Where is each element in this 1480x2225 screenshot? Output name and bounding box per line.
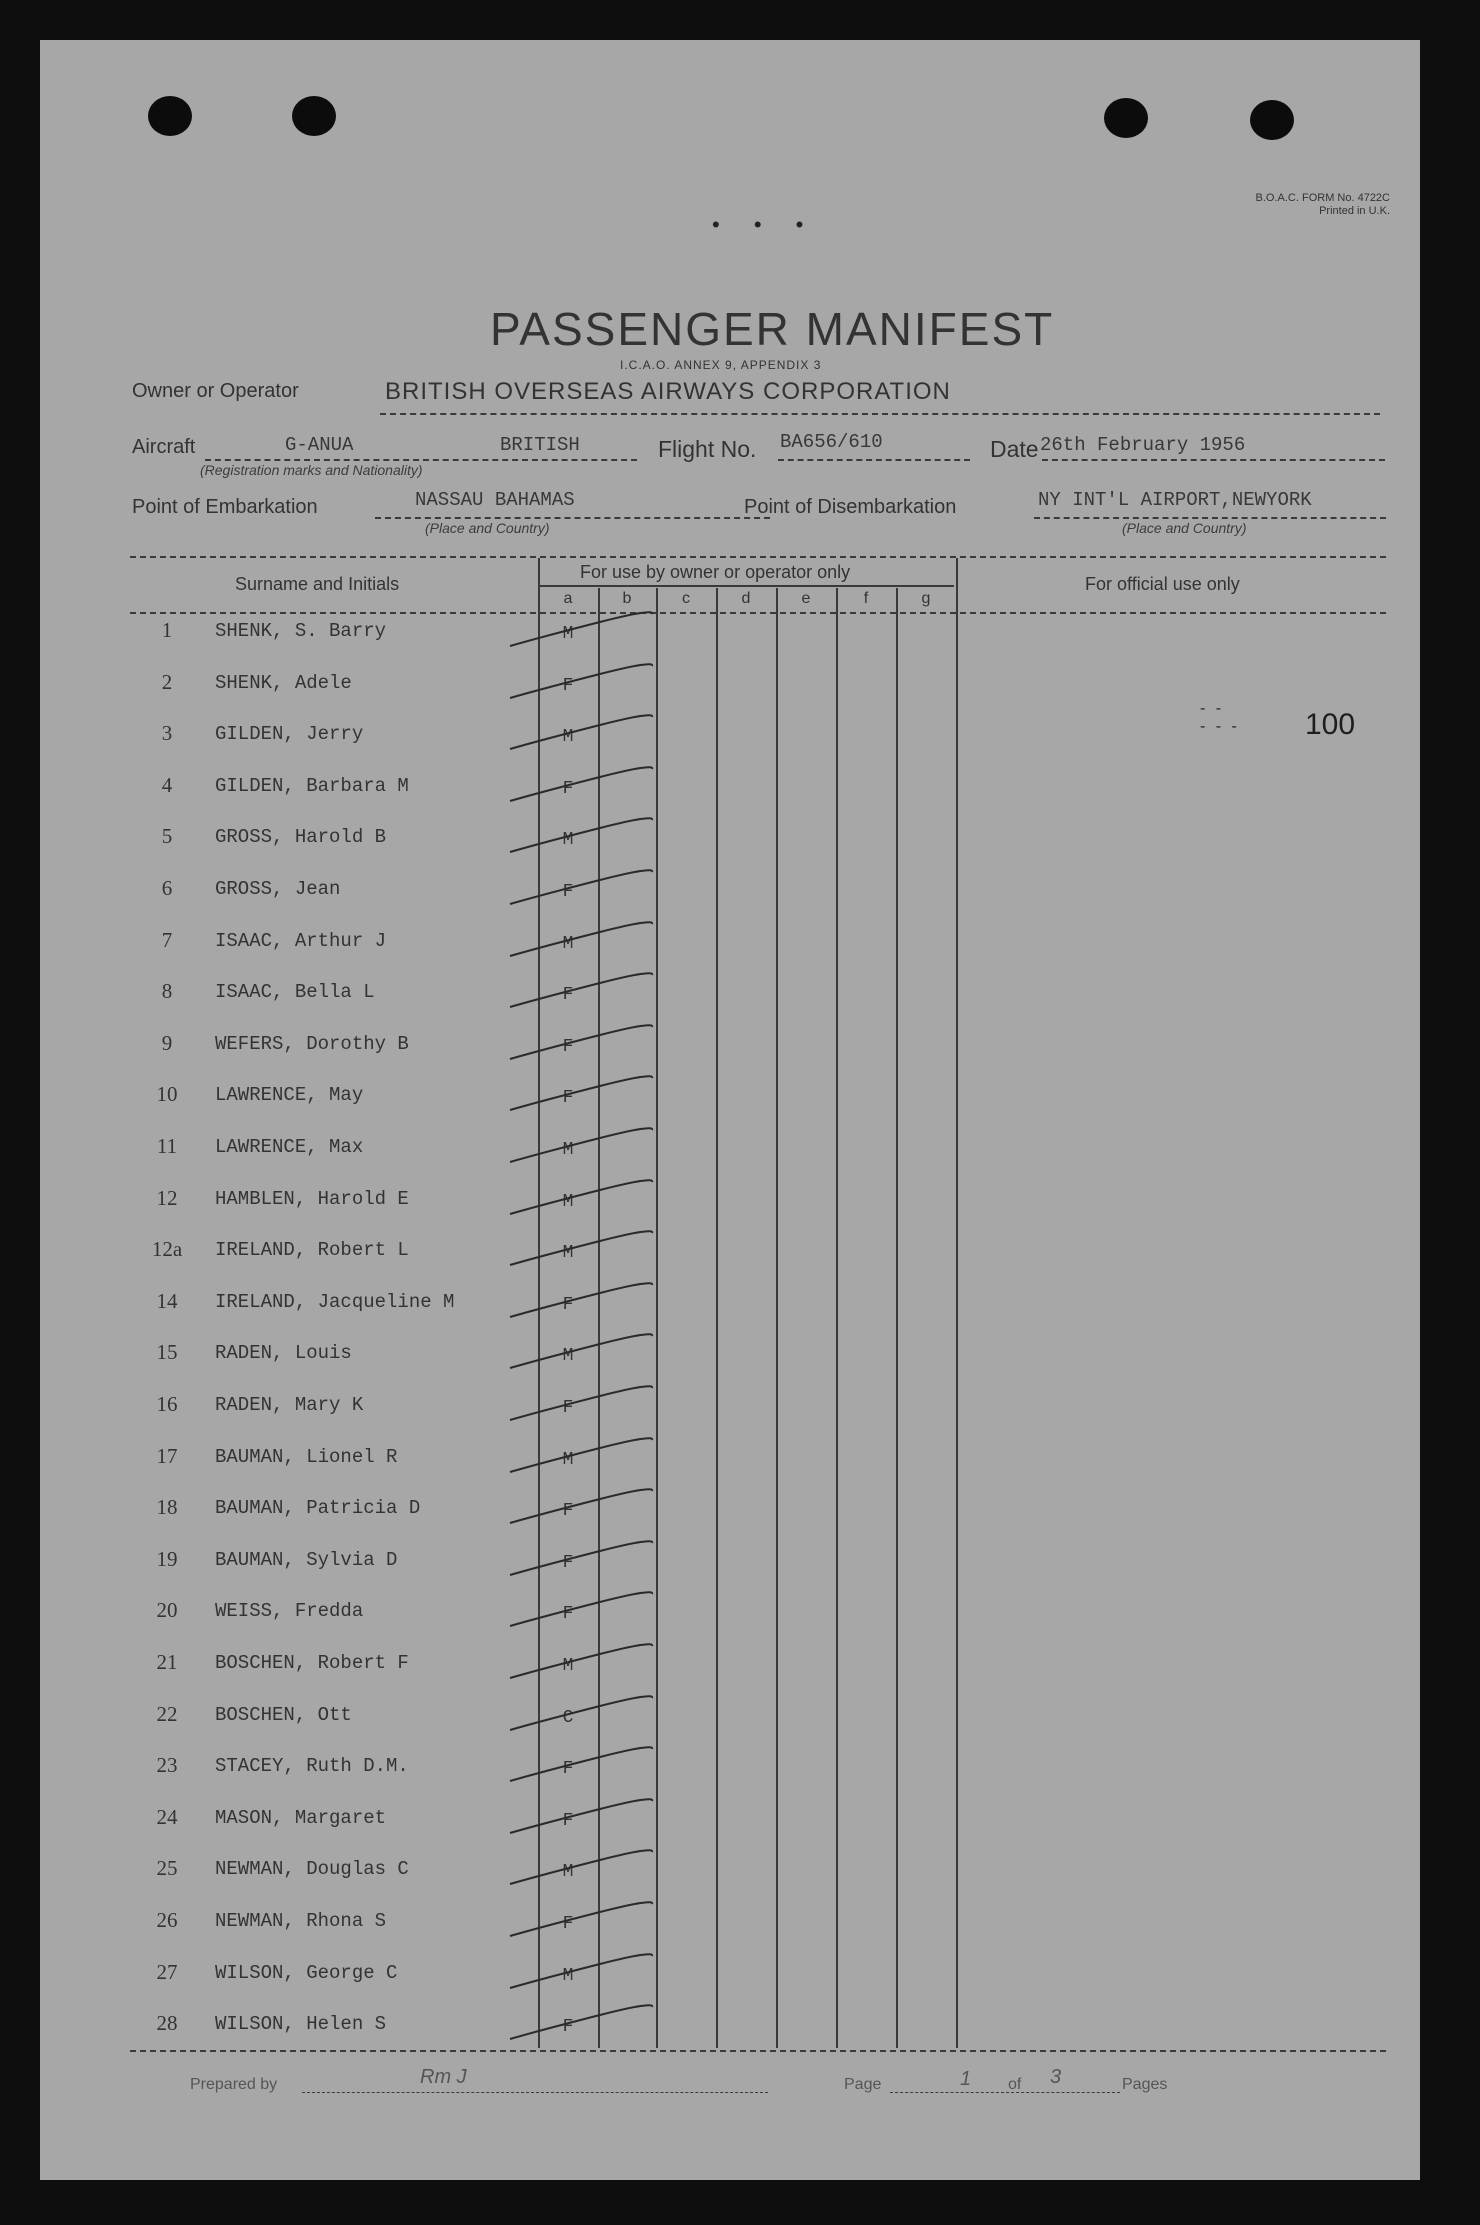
stray-marks: • • •	[712, 212, 818, 237]
official-use-header: For official use only	[1085, 574, 1240, 594]
embarkation-label: Point of Embarkation	[132, 496, 318, 518]
col-letter-b: b	[622, 590, 632, 607]
row-number: 22	[156, 1702, 178, 1726]
disembarkation-caption: (Place and Country)	[1122, 520, 1247, 536]
row-number: 21	[156, 1650, 178, 1674]
check-stroke	[510, 870, 652, 904]
passenger-name: STACEY, Ruth D.M.	[215, 1755, 409, 1777]
form-printed-in: Printed in U.K.	[1319, 205, 1390, 217]
check-stroke	[510, 1180, 652, 1214]
aircraft-caption: (Registration marks and Nationality)	[200, 462, 423, 478]
check-stroke	[510, 1799, 652, 1833]
passenger-sex: M	[562, 1140, 574, 1160]
passenger-sex: M	[562, 934, 574, 954]
passenger-sex: M	[562, 1243, 574, 1263]
pages-label: Pages	[1122, 2076, 1168, 2093]
check-stroke	[510, 1747, 652, 1781]
passenger-name: BOSCHEN, Ott	[215, 1704, 352, 1726]
aircraft-registration: G-ANUA	[285, 434, 354, 456]
official-use-mark: 100	[1305, 708, 1356, 741]
row-number: 28	[156, 2011, 178, 2035]
row-number: 17	[156, 1444, 178, 1468]
disembarkation-label: Point of Disembarkation	[744, 496, 957, 518]
passenger-name: ISAAC, Bella L	[215, 981, 375, 1003]
row-number: 5	[161, 824, 173, 848]
passenger-sex: F	[562, 1759, 574, 1779]
prepared-by-signature: Rm J	[420, 2066, 467, 2088]
check-stroke	[510, 767, 652, 801]
passenger-name: SHENK, S. Barry	[215, 620, 387, 642]
row-number: 19	[156, 1547, 178, 1571]
row-number: 26	[156, 1908, 178, 1932]
check-stroke	[510, 715, 652, 749]
passenger-name: WILSON, Helen S	[215, 2013, 387, 2035]
passenger-sex: F	[562, 985, 574, 1005]
row-number: 12	[156, 1186, 178, 1210]
row-number: 27	[156, 1960, 178, 1984]
check-stroke	[510, 2005, 652, 2039]
check-stroke	[510, 922, 652, 956]
page-total: 3	[1050, 2066, 1062, 2088]
check-stroke	[510, 1954, 652, 1988]
passenger-name: BAUMAN, Lionel R	[215, 1446, 398, 1468]
owner-use-header: For use by owner or operator only	[580, 562, 851, 582]
passenger-name: NEWMAN, Douglas C	[215, 1858, 409, 1880]
passenger-sex: F	[562, 779, 574, 799]
page-underline	[890, 2092, 1120, 2093]
row-number: 10	[156, 1082, 178, 1106]
passenger-sex: F	[562, 1553, 574, 1573]
check-stroke	[510, 1644, 652, 1678]
passenger-name: BAUMAN, Patricia D	[215, 1497, 421, 1519]
row-number: 18	[156, 1495, 178, 1519]
check-stroke	[510, 1902, 652, 1936]
passenger-name: LAWRENCE, Max	[215, 1136, 364, 1158]
row-number: 7	[161, 928, 173, 952]
passenger-name: RADEN, Mary K	[215, 1394, 364, 1416]
passenger-sex: F	[562, 2017, 574, 2037]
check-stroke	[510, 1592, 652, 1626]
passenger-sex: F	[562, 676, 574, 696]
passenger-name: BOSCHEN, Robert F	[215, 1652, 409, 1674]
row-number: 23	[156, 1753, 178, 1777]
prepared-by-label: Prepared by	[190, 2076, 278, 2093]
check-stroke	[510, 1025, 652, 1059]
passenger-name: BAUMAN, Sylvia D	[215, 1549, 398, 1571]
check-stroke	[510, 1076, 652, 1110]
date-value: 26th February 1956	[1040, 434, 1246, 456]
aircraft-nationality: BRITISH	[500, 434, 580, 456]
row-number: 8	[161, 979, 173, 1003]
passenger-sex: F	[562, 1295, 574, 1315]
check-stroke	[510, 1489, 652, 1523]
row-number: 24	[156, 1805, 178, 1829]
surname-header: Surname and Initials	[235, 574, 400, 594]
passenger-name: LAWRENCE, May	[215, 1084, 364, 1106]
passenger-sex: M	[562, 1192, 574, 1212]
passenger-name: ISAAC, Arthur J	[215, 930, 387, 952]
flight-number: BA656/610	[780, 431, 883, 453]
row-number: 20	[156, 1598, 178, 1622]
check-stroke	[510, 1386, 652, 1420]
passenger-sex: M	[562, 1656, 574, 1676]
disembarkation-value: NY INT'L AIRPORT,NEWYORK	[1038, 489, 1312, 511]
check-stroke	[510, 1438, 652, 1472]
check-stroke	[510, 1696, 652, 1730]
check-stroke	[510, 1334, 652, 1368]
prepared-by-underline	[302, 2092, 768, 2093]
passenger-sex: M	[562, 727, 574, 747]
passenger-name: NEWMAN, Rhona S	[215, 1910, 387, 1932]
passenger-sex: F	[562, 1604, 574, 1624]
check-stroke	[510, 818, 652, 852]
passenger-sex: M	[562, 624, 574, 644]
flight-label: Flight No.	[658, 436, 757, 462]
aircraft-label: Aircraft	[132, 436, 196, 458]
row-number: 9	[161, 1031, 173, 1055]
passenger-sex: F	[562, 1811, 574, 1831]
col-letter-d: d	[741, 590, 751, 607]
passenger-name: SHENK, Adele	[215, 672, 352, 694]
check-stroke	[510, 1541, 652, 1575]
owner-value: BRITISH OVERSEAS AIRWAYS CORPORATION	[385, 378, 951, 405]
form-number: B.O.A.C. FORM No. 4722C	[1255, 192, 1390, 204]
row-number: 1	[161, 618, 173, 642]
of-label: of	[1008, 2076, 1022, 2093]
passenger-sex: F	[562, 1398, 574, 1418]
passenger-sex: M	[562, 1450, 574, 1470]
passenger-name: GILDEN, Jerry	[215, 723, 364, 745]
passenger-sex: F	[562, 882, 574, 902]
passenger-name: WILSON, George C	[215, 1962, 398, 1984]
page-number: 1	[960, 2068, 972, 2090]
col-letter-g: g	[921, 590, 931, 607]
passenger-sex: M	[562, 1346, 574, 1366]
row-number: 25	[156, 1856, 178, 1880]
official-dashes: - - - - -	[1200, 700, 1240, 735]
col-letter-c: c	[682, 590, 690, 607]
manifest-sheet	[40, 40, 1420, 2180]
passenger-name: GROSS, Jean	[215, 878, 341, 900]
row-number: 14	[156, 1289, 178, 1313]
row-number: 16	[156, 1392, 178, 1416]
passenger-sex: F	[562, 1037, 574, 1057]
passenger-sex: F	[562, 1914, 574, 1934]
embarkation-caption: (Place and Country)	[425, 520, 550, 536]
passenger-sex: F	[562, 1088, 574, 1108]
check-stroke	[510, 664, 652, 698]
document-title: PASSENGER MANIFEST	[490, 303, 1055, 355]
passenger-name: MASON, Margaret	[215, 1807, 387, 1829]
passenger-sex: M	[562, 1966, 574, 1986]
col-letter-f: f	[863, 590, 869, 607]
passenger-name: GROSS, Harold B	[215, 826, 387, 848]
check-stroke	[510, 1231, 652, 1265]
annex-reference: I.C.A.O. ANNEX 9, APPENDIX 3	[620, 358, 822, 372]
passenger-name: GILDEN, Barbara M	[215, 775, 409, 797]
check-stroke	[510, 612, 652, 646]
passenger-sex: M	[562, 830, 574, 850]
passenger-sex: M	[562, 1862, 574, 1882]
col-letter-a: a	[563, 590, 573, 607]
col-letter-e: e	[801, 590, 811, 607]
handwritten-checkmarks	[40, 40, 1420, 2180]
passenger-name: IRELAND, Jacqueline M	[215, 1291, 455, 1313]
row-number: 15	[156, 1340, 178, 1364]
row-number: 6	[161, 876, 173, 900]
row-number: 4	[161, 773, 173, 797]
check-stroke	[510, 1283, 652, 1317]
owner-label: Owner or Operator	[132, 380, 299, 402]
embarkation-value: NASSAU BAHAMAS	[415, 489, 575, 511]
passenger-name: WEFERS, Dorothy B	[215, 1033, 409, 1055]
check-stroke	[510, 973, 652, 1007]
date-label: Date	[990, 436, 1039, 462]
passenger-name: WEISS, Fredda	[215, 1600, 364, 1622]
check-stroke	[510, 1128, 652, 1162]
row-number: 3	[161, 721, 173, 745]
row-number: 12a	[151, 1237, 183, 1261]
passenger-sex: F	[562, 1501, 574, 1521]
passenger-sex: C	[562, 1708, 574, 1728]
row-number: 11	[156, 1134, 178, 1158]
check-stroke	[510, 1850, 652, 1884]
passenger-name: RADEN, Louis	[215, 1342, 352, 1364]
passenger-name: HAMBLEN, Harold E	[215, 1188, 409, 1210]
row-number: 2	[161, 670, 173, 694]
passenger-name: IRELAND, Robert L	[215, 1239, 409, 1261]
page-label: Page	[844, 2076, 882, 2093]
